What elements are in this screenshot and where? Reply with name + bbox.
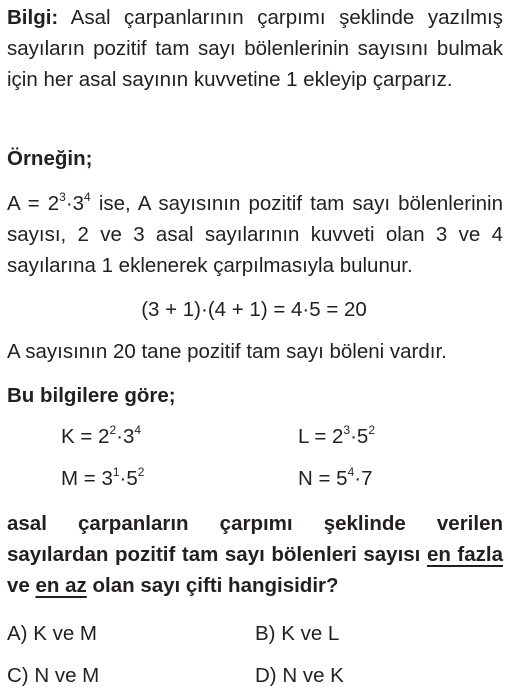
question-intro: Bu bilgilere göre;	[7, 384, 176, 407]
example-paragraph: $A = 2^3\cdot 3^4$ ise, A sayısının pozitif tam sayı bölenlerinin sayısı, 2 ve 3 asal sayılarının kuvveti olan 3 ve 4 sayılarına 1 eklenerek çarpılmasıyla bulunur.	[7, 190, 503, 277]
option-d[interactable]: D) N ve K	[255, 664, 344, 687]
example-formula: (3 + 1)·(4 + 1) = 4·5 = 20	[141, 298, 367, 321]
number-m: $M = 3^1\cdot 5^2$	[61, 465, 145, 490]
option-a[interactable]: A) K ve M	[7, 622, 97, 645]
info-text: Asal çarpanlarının çarpımı şeklinde yazılmış sayıların pozitif tam sayı bölenlerinin sayısını bulmak için her asal sayının kuvvetine 1 ekleyip çarparız.	[7, 6, 503, 91]
example-heading: Örneğin;	[7, 147, 93, 170]
number-k: $K = 2^2\cdot 3^4$	[61, 423, 142, 448]
underline-en-fazla: en fazla	[426, 543, 503, 566]
option-b[interactable]: B) K ve L	[255, 622, 340, 645]
number-l: $L = 2^3\cdot 5^2$	[298, 423, 376, 448]
question-stem: asal çarpanların çarpımı şeklinde verilen sayılardan pozitif tam sayı bölenleri sayısı en fazla ve en az olan sayı çifti hangisidir?	[7, 512, 503, 597]
option-c[interactable]: C) N ve M	[7, 664, 100, 687]
underline-en-az: en az	[35, 574, 87, 597]
example-conclusion: A sayısının 20 tane pozitif tam sayı böleni vardır.	[7, 340, 447, 363]
info-paragraph	[7, 2, 503, 95]
number-n: $N = 5^4\cdot 7$	[298, 465, 373, 490]
info-label: Bilgi:	[7, 6, 59, 29]
example-text: ise, A sayısının pozitif tam sayı bölenlerinin sayısı, 2 ve 3 asal sayılarının kuvveti olan 3 ve 4 sayılarına 1 eklenerek çarpılmasıyla bulunur.	[7, 192, 503, 277]
